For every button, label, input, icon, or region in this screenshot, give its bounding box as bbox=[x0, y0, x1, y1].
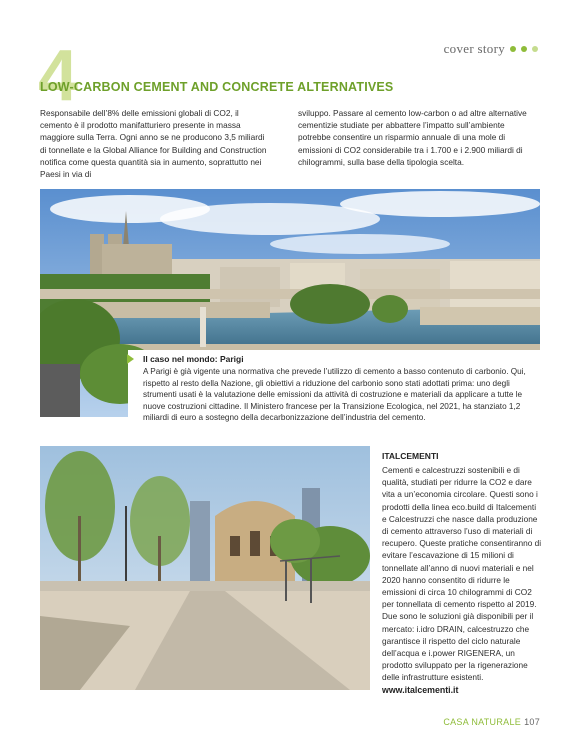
section-dot-2 bbox=[521, 46, 527, 52]
caption-arrow-icon bbox=[127, 354, 134, 364]
section-name: cover story bbox=[443, 41, 505, 56]
article-number: 4 bbox=[38, 36, 77, 116]
section-dot-3 bbox=[532, 46, 538, 52]
section-label bbox=[444, 41, 538, 57]
sidebar-url-link[interactable]: www.italcementi.it bbox=[382, 684, 459, 695]
page-number: 107 bbox=[524, 717, 540, 727]
page-footer bbox=[443, 717, 540, 727]
caption-text: A Parigi è già vigente una normativa che prevede l’utilizzo di cemento a basso contenuto di carbonio. Qui, rispetto al resto della Nazione, gli obiettivi a riduzione del carbonio sono stati adottati prima: uno degli strumenti usati è la valutazione delle emissioni da attività di costruzione e materiali da applicare a tutte le nuove costruzioni cittadine. Il Ministero francese per la Transizione Ecologica, nel 2021, ha stanziato 1,2 miliardi di euro a sostegno della decarbonizzazione dell’industria del cemento. bbox=[143, 367, 526, 423]
sidebar-title: ITALCEMENTI bbox=[382, 451, 439, 461]
intro-column-right: sviluppo. Passare al cemento low-carbon o ad altre alternative cementizie studiate per abbattere l’impatto sull’ambiente potrebbe consentire un risparmio annuale di una mole di emissioni di CO2 considerabile tra i 1.700 e i 2.900 miliardi di chilogrammi, sulla base della tipologia scelta. bbox=[298, 108, 527, 167]
magazine-name: CASA NATURALE bbox=[443, 717, 522, 727]
sidebar-body: Cementi e calcestruzzi sostenibili e di qualità, studiati per ridurre la CO2 e dare vita a un’economia circolare. Questi sono i prodotti della linea eco.build di Italcementi e Calcestruzzi che nasce dalla produzione di cemento attraverso l’uso di materiali di recupero. Queste pratiche consentiranno di evitare l’escavazione di 15 milioni di tonnellate all’anno di nuovi materiali e nel 2020 hanno consentito di ridurre le emissioni di circa 10 chilogrammi di CO2 per tonnellata di cemento rispetto al 2019. Due sono le soluzioni già disponibili per il mercato: i.idro DRAIN, calcestruzzo che garantisce il rispetto del ciclo naturale dell’acqua e i.power RIGENERA, un prodotto sviluppato per la rigenerazione delle infrastrutture esistenti. bbox=[382, 465, 542, 683]
italcementi-photo bbox=[40, 446, 370, 690]
intro-column-left: Responsabile dell’8% delle emissioni globali di CO2, il cemento è il prodotto manifatturiero presente in massa maggiore sulla Terra. Ogni anno se ne producono 3,5 miliardi di tonnellate e la Global Alliance for Building and Construction notifica come questa quantità sia in aumento, soprattutto nei Paesi in via di bbox=[40, 108, 267, 180]
article-title: LOW-CARBON CEMENT AND CONCRETE ALTERNATIVES bbox=[40, 80, 394, 94]
caption-title: Il caso nel mondo: Parigi bbox=[143, 354, 244, 364]
section-dot-1 bbox=[510, 46, 516, 52]
italcementi-sidebar bbox=[382, 451, 542, 695]
